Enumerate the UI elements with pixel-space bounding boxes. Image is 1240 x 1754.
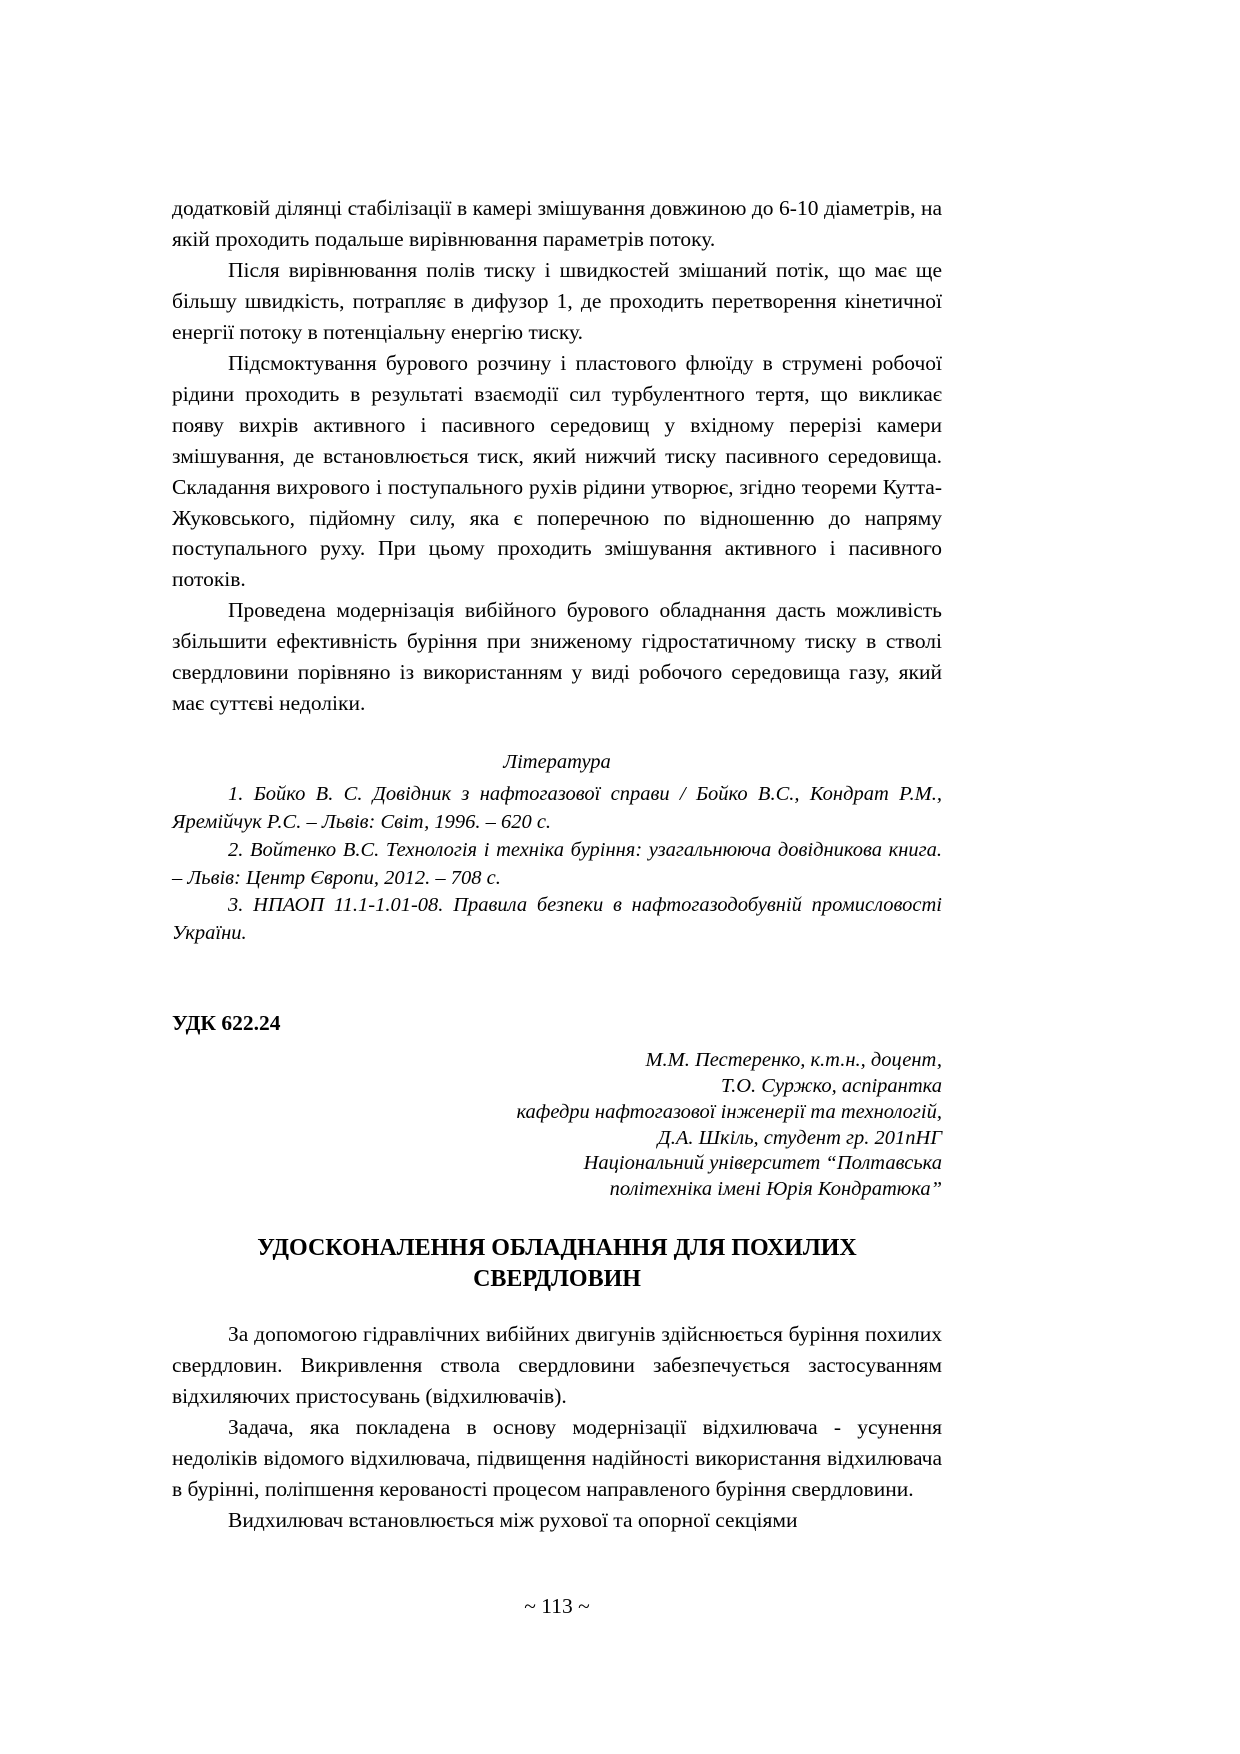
author-line: кафедри нафтогазової інженерії та технологій, xyxy=(516,1100,942,1123)
literature-heading: Література xyxy=(503,751,611,774)
intro-section xyxy=(172,193,942,719)
body-paragraph: Підсмоктування бурового розчину і пластового флюїду в струмені робочої рідини проходить в результаті взаємодії сил турбулентного тертя, що викликає появу вихрів активного і пасивного середовищ у вхідному перерізі камери змішування, де встановлюється тиск, який нижчий тиску пасивного середовища. Складання вихрового і поступального рухів рідини утворює, згідно теореми Кутта-Жуковського, підйомну силу, яка є поперечною по відношенню до напряму поступального руху. При цьому проходить змішування активного і пасивного потоків. xyxy=(172,350,942,592)
literature-item: 3. НПАОП 11.1-1.01-08. Правила безпеки в нафтогазодобувній промисловості України. xyxy=(172,894,942,945)
literature-section xyxy=(172,749,942,948)
body-paragraph: За допомогою гідравлічних вибійних двигунів здійснюється буріння похилих свердловин. Викривлення ствола свердловини забезпечується застосуванням відхиляючих пристосувань (відхилювачів). xyxy=(172,1322,942,1409)
body-paragraph: додатковій ділянці стабілізації в камері змішування довжиною до 6-10 діаметрів, на якій проходить подальше вирівнювання параметрів потоку. xyxy=(172,196,942,251)
authors-block xyxy=(172,1048,942,1203)
article-title: УДОСКОНАЛЕННЯ ОБЛАДНАННЯ ДЛЯ ПОХИЛИХ СВЕРДЛОВИН xyxy=(257,1235,857,1293)
literature-item: 1. Бойко В. С. Довідник з нафтогазової справи / Бойко В.С., Кондрат Р.М., Яремійчук Р.С. – Львів: Світ, 1996. – 620 с. xyxy=(172,782,942,833)
body-paragraph: Задача, яка покладена в основу модернізації відхилювача - усунення недоліків відомого відхилювача, підвищення надійності використання відхилювача в бурінні, поліпшення керованості процесом направленого буріння свердловини. xyxy=(172,1415,942,1502)
body-paragraph: Видхилювач встановлюється між рухової та опорної секціями xyxy=(228,1508,798,1533)
article-body xyxy=(172,1319,942,1536)
author-line: політехніка імені Юрія Кондратюка” xyxy=(609,1178,942,1201)
author-line: М.М. Пестеренко, к.т.н., доцент, xyxy=(645,1049,942,1072)
author-line: Д.А. Шкіль, студент гр. 201пНГ xyxy=(657,1126,942,1149)
author-line: Т.О. Суржко, аспірантка xyxy=(720,1074,942,1097)
literature-item: 2. Войтенко В.С. Технологія і техніка буріння: узагальнююча довідникова книга. – Львів: Центр Європи, 2012. – 708 с. xyxy=(172,838,942,889)
body-paragraph: Після вирівнювання полів тиску і швидкостей змішаний потік, що має ще більшу швидкість, потрапляє в дифузор 1, де проходить перетворення кінетичної енергії потоку в потенціальну енергію тиску. xyxy=(172,257,942,344)
author-line: Національний університет “Полтавська xyxy=(583,1152,942,1175)
body-paragraph: Проведена модернізація вибійного бурового обладнання дасть можливість збільшити ефективність буріння при зниженому гідростатичному тиску в стволі свердловини порівняно із використанням у виді робочого середовища газу, який має суттєві недоліки. xyxy=(172,598,942,716)
page-number: ~ 113 ~ xyxy=(524,1594,590,1619)
udk-label: УДК 622.24 xyxy=(172,1011,281,1036)
